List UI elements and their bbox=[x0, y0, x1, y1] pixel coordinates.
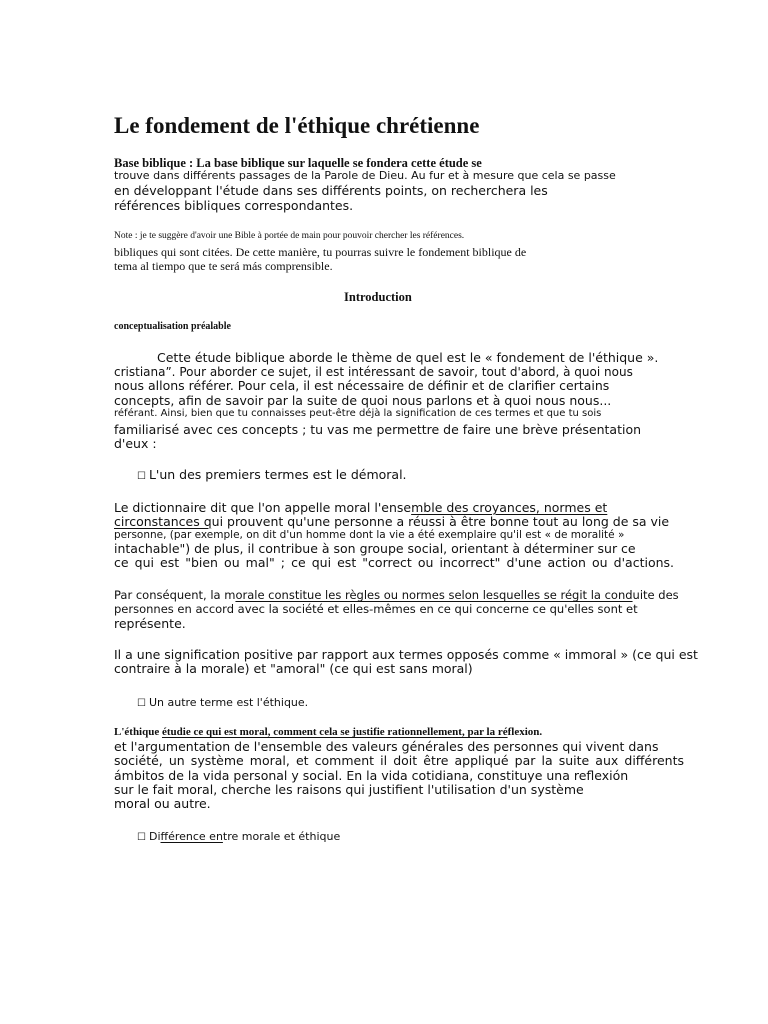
bullet-text: Un autre terme est l'éthique. bbox=[148, 696, 309, 709]
paragraph-line: sur le fait moral, cherche les raisons qui justifient l'utilisation d'un système bbox=[114, 782, 584, 797]
bullet-text: L'un des premiers termes est le démoral. bbox=[148, 467, 407, 482]
intro-line: références bibliques correspondantes. bbox=[114, 198, 354, 213]
paragraph-line: nous allons référer. Pour cela, il est nécessaire de définir et de clarifier certains bbox=[114, 378, 610, 393]
text-span: uite des bbox=[632, 588, 679, 602]
text-span: flexion. bbox=[507, 726, 543, 738]
bullet-item bbox=[137, 831, 340, 843]
paragraph-line: société, un système moral, et comment il doit être appliqué par la suite aux différents bbox=[114, 753, 684, 768]
paragraph-line bbox=[114, 590, 679, 602]
section-heading: Introduction bbox=[344, 290, 412, 304]
text-span: Par conséquent, la m bbox=[114, 588, 236, 602]
underlined-span: étudie ce qui est moral, comment cela se justifie rationnellement, par la ré bbox=[161, 726, 508, 738]
document-title: Le fondement de l'éthique chrétienne bbox=[114, 113, 480, 138]
paragraph-line: intachable") de plus, il contribue à son groupe social, orientant à déterminer sur ce bbox=[114, 541, 636, 556]
text-span: tre morale et éthique bbox=[222, 830, 341, 843]
paragraph-line: personnes en accord avec la société et elles-mêmes en ce qui concerne ce qu'elles sont et bbox=[114, 602, 638, 616]
paragraph-line: Cette étude biblique aborde le thème de quel est le « fondement de l'éthique ». bbox=[157, 350, 659, 365]
paragraph-bold-line bbox=[114, 727, 542, 738]
bullet-item bbox=[137, 469, 407, 482]
note-line: tema al tiempo que te será más comprensible. bbox=[114, 259, 333, 273]
checkbox-glyph-icon: ☐ bbox=[137, 471, 146, 482]
bullet-item bbox=[137, 697, 308, 709]
text-span: L'éthique bbox=[114, 726, 162, 738]
intro-bold-line: Base biblique : La base biblique sur laquelle se fondera cette étude se bbox=[114, 156, 482, 170]
text-span: ui prouvent qu'une personne a réussi à être bonne tout au long de sa vie bbox=[211, 514, 670, 529]
text-span: Le dictionnaire dit que l'on appelle moral l'ense bbox=[114, 500, 412, 515]
paragraph-line: personne, (par exemple, on dit d'un homme dont la vie a été exemplaire qu'il est « de moralité » bbox=[114, 529, 625, 541]
intro-line: trouve dans différents passages de la Parole de Dieu. Au fur et à mesure que cela se passe bbox=[114, 169, 616, 182]
paragraph-line: référant. Ainsi, bien que tu connaisses peut-être déjà la signification de ces termes et que tu sois bbox=[114, 408, 602, 419]
paragraph-line: Il a une signification positive par rapport aux termes opposés comme « immoral » (ce qui est bbox=[114, 647, 698, 662]
paragraph-line: familiarisé avec ces concepts ; tu vas me permettre de faire une brève présentation bbox=[114, 422, 642, 437]
paragraph-line: cristiana”. Pour aborder ce sujet, il est intéressant de savoir, tout d'abord, à quoi nous bbox=[114, 365, 633, 379]
paragraph-line: et l'argumentation de l'ensemble des valeurs générales des personnes qui vivent dans bbox=[114, 739, 659, 754]
paragraph-line: moral ou autre. bbox=[114, 796, 211, 811]
paragraph-line bbox=[114, 502, 633, 515]
paragraph-line: d'eux : bbox=[114, 436, 157, 451]
checkbox-glyph-icon: ☐ bbox=[137, 698, 146, 709]
paragraph-line: représente. bbox=[114, 616, 186, 631]
paragraph-line: concepts, afin de savoir par la suite de quoi nous parlons et à quoi nous nous... bbox=[114, 393, 612, 408]
underlined-span: circonstances q bbox=[114, 514, 212, 529]
note-line: bibliques qui sont citées. De cette manière, tu pourras suivre le fondement biblique de bbox=[114, 245, 527, 259]
checkbox-glyph-icon: ☐ bbox=[137, 832, 146, 843]
underlined-span: fférence en bbox=[160, 830, 223, 843]
text-span: Di bbox=[148, 830, 161, 843]
paragraph-line: contraire à la morale) et "amoral" (ce qui est sans moral) bbox=[114, 661, 473, 676]
underlined-span: orale constitue les règles ou normes selon lesquelles se régit la cond bbox=[235, 588, 633, 602]
paragraph-line: ce qui est "bien ou mal" ; ce qui est "correct ou incorrect" d'une action ou d'actions. bbox=[114, 555, 674, 570]
note-line: Note : je te suggère d'avoir une Bible à portée de main pour pouvoir chercher les références. bbox=[114, 231, 465, 241]
intro-line: en développant l'étude dans ses différents points, on recherchera les bbox=[114, 183, 548, 198]
paragraph-line bbox=[114, 516, 669, 529]
subheading: conceptualisation préalable bbox=[114, 321, 231, 332]
paragraph-line: ámbitos de la vida personal y social. En la vida cotidiana, constituye una reflexión bbox=[114, 768, 629, 783]
underlined-span: mble des croyances, normes et bbox=[411, 500, 608, 515]
